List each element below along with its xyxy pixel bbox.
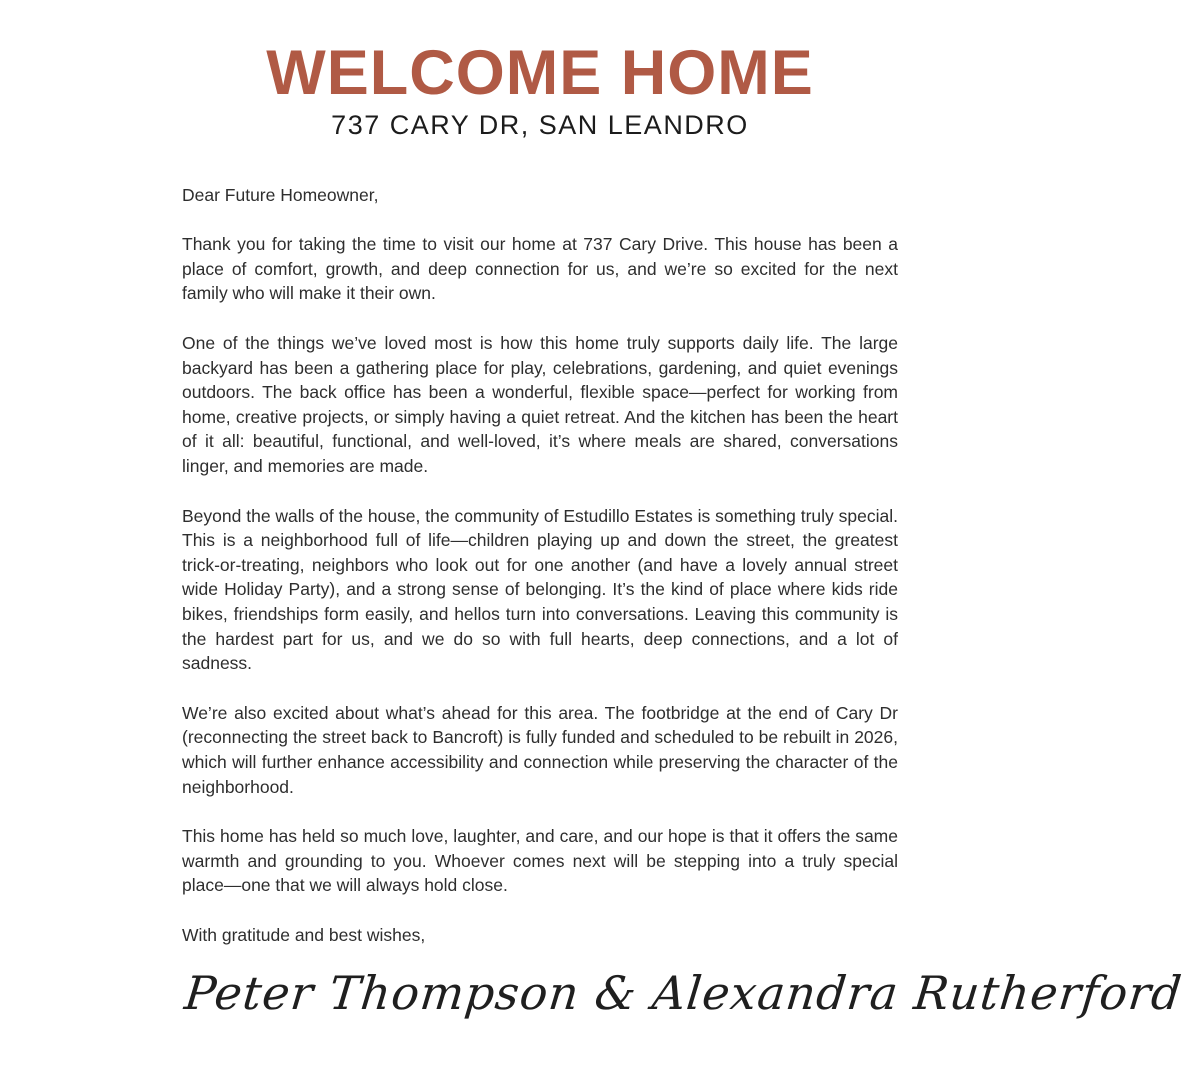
letter-title: WELCOME HOME bbox=[266, 38, 814, 108]
salutation: Dear Future Homeowner, bbox=[182, 184, 379, 205]
letter-address-subtitle: 737 CARY DR, SAN LEANDRO bbox=[331, 110, 749, 140]
letter-body bbox=[182, 183, 1185, 1021]
letter-paragraph: One of the things we’ve loved most is how this home truly supports daily life. The large backyard has been a gathering place for play, celebrations, gardening, and quiet evenings outdoors. The back office has been a wonderful, flexible space—perfect for working from home, creative projects, or simply having a quiet retreat. And the kitchen has been the heart of it all: beautiful, functional, and well-loved, it’s where meals are shared, conversations linger, and memories are made. bbox=[182, 333, 898, 477]
letter-paragraph: We’re also excited about what’s ahead for this area. The footbridge at the end of Cary Dr (reconnecting the street back to Bancroft) is fully funded and scheduled to be rebuilt in 2026, which will further enhance accessibility and connection while preserving the character of the neighborhood. bbox=[182, 702, 898, 797]
letter-paragraph: Beyond the walls of the house, the community of Estudillo Estates is something truly special. This is a neighborhood full of life—children playing up and down the street, the greatest trick-or-treating, neighbors who look out for one another (and have a lovely annual street wide Holiday Party), and a strong sense of belonging. It’s the kind of place where kids ride bikes, friendships form easily, and hellos turn into conversations. Leaving this community is the hardest part for us, and we do so with full hearts, deep connections, and a lot of sadness. bbox=[182, 505, 898, 674]
letter-paragraph: This home has held so much love, laughter, and care, and our hope is that it offers the same warmth and grounding to you. Whoever comes next will be stepping into a truly special place—one that we will always hold close. bbox=[182, 826, 898, 896]
letter-paragraphs bbox=[182, 232, 898, 898]
letter-header bbox=[182, 38, 898, 141]
signature: Peter Thompson & Alexandra Rutherford bbox=[182, 965, 1185, 1020]
letter-paragraph: Thank you for taking the time to visit our home at 737 Cary Drive. This house has been a place of comfort, growth, and deep connection for us, and we’re so excited for the next family who will make it their own. bbox=[182, 234, 898, 304]
closing-line: With gratitude and best wishes, bbox=[182, 924, 426, 945]
